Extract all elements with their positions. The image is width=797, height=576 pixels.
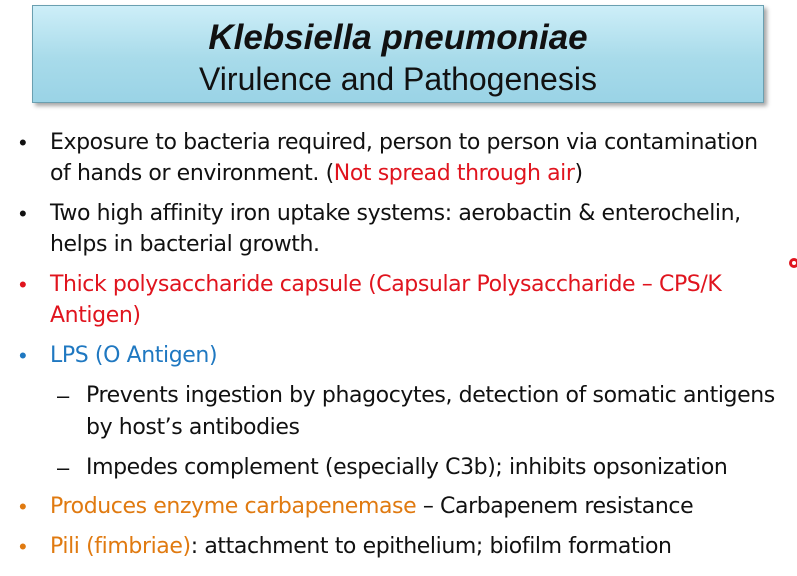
bullet-4: LPS (O Antigen)	[50, 343, 218, 368]
bullet-1-highlight: Not spread through air	[333, 161, 575, 186]
bullet-marker: •	[19, 130, 27, 155]
bullet-marker: •	[19, 272, 27, 297]
bullet-1-text: of hands or environment. (	[50, 161, 334, 186]
bullet-1-line-2	[50, 159, 583, 189]
bullet-marker: •	[19, 534, 27, 559]
slide-subtitle: Virulence and Pathogenesis	[199, 61, 597, 97]
sub-bullet-dash: –	[57, 455, 70, 480]
title-box	[32, 5, 764, 103]
bullet-3-line-2: Antigen)	[50, 303, 141, 328]
bullet-marker: •	[19, 201, 27, 226]
bullet-marker: •	[19, 343, 27, 368]
bullet-6	[50, 532, 672, 562]
sub-bullet-dash: –	[57, 383, 70, 408]
laser-pointer-dot	[789, 258, 797, 268]
bullet-5	[50, 492, 693, 522]
bullet-2-line-1: Two high affinity iron uptake systems: aerobactin & enterochelin,	[50, 201, 741, 226]
bullet-marker: •	[19, 494, 27, 519]
bullet-5-text: – Carbapenem resistance	[416, 494, 694, 519]
bullet-5-highlight: Produces enzyme carbapenemase	[50, 494, 417, 519]
bullet-2-line-2: helps in bacterial growth.	[50, 232, 320, 257]
sub-bullet-1-line-1: Prevents ingestion by phagocytes, detection of somatic antigens	[86, 383, 775, 408]
sub-bullet-2: Impedes complement (especially C3b); inhibits opsonization	[86, 455, 728, 480]
bullet-3-line-1: Thick polysaccharide capsule (Capsular Polysaccharide – CPS/K	[50, 272, 722, 297]
bullet-1-paren: )	[574, 161, 583, 186]
bullet-6-highlight: Pili (fimbriae)	[50, 534, 191, 559]
sub-bullet-1-line-2: by host’s antibodies	[86, 415, 300, 440]
bullet-1-line-1: Exposure to bacteria required, person to person via contamination	[50, 130, 758, 155]
slide-title: Klebsiella pneumoniae	[208, 18, 588, 57]
bullet-6-text: : attachment to epithelium; biofilm formation	[190, 534, 672, 559]
